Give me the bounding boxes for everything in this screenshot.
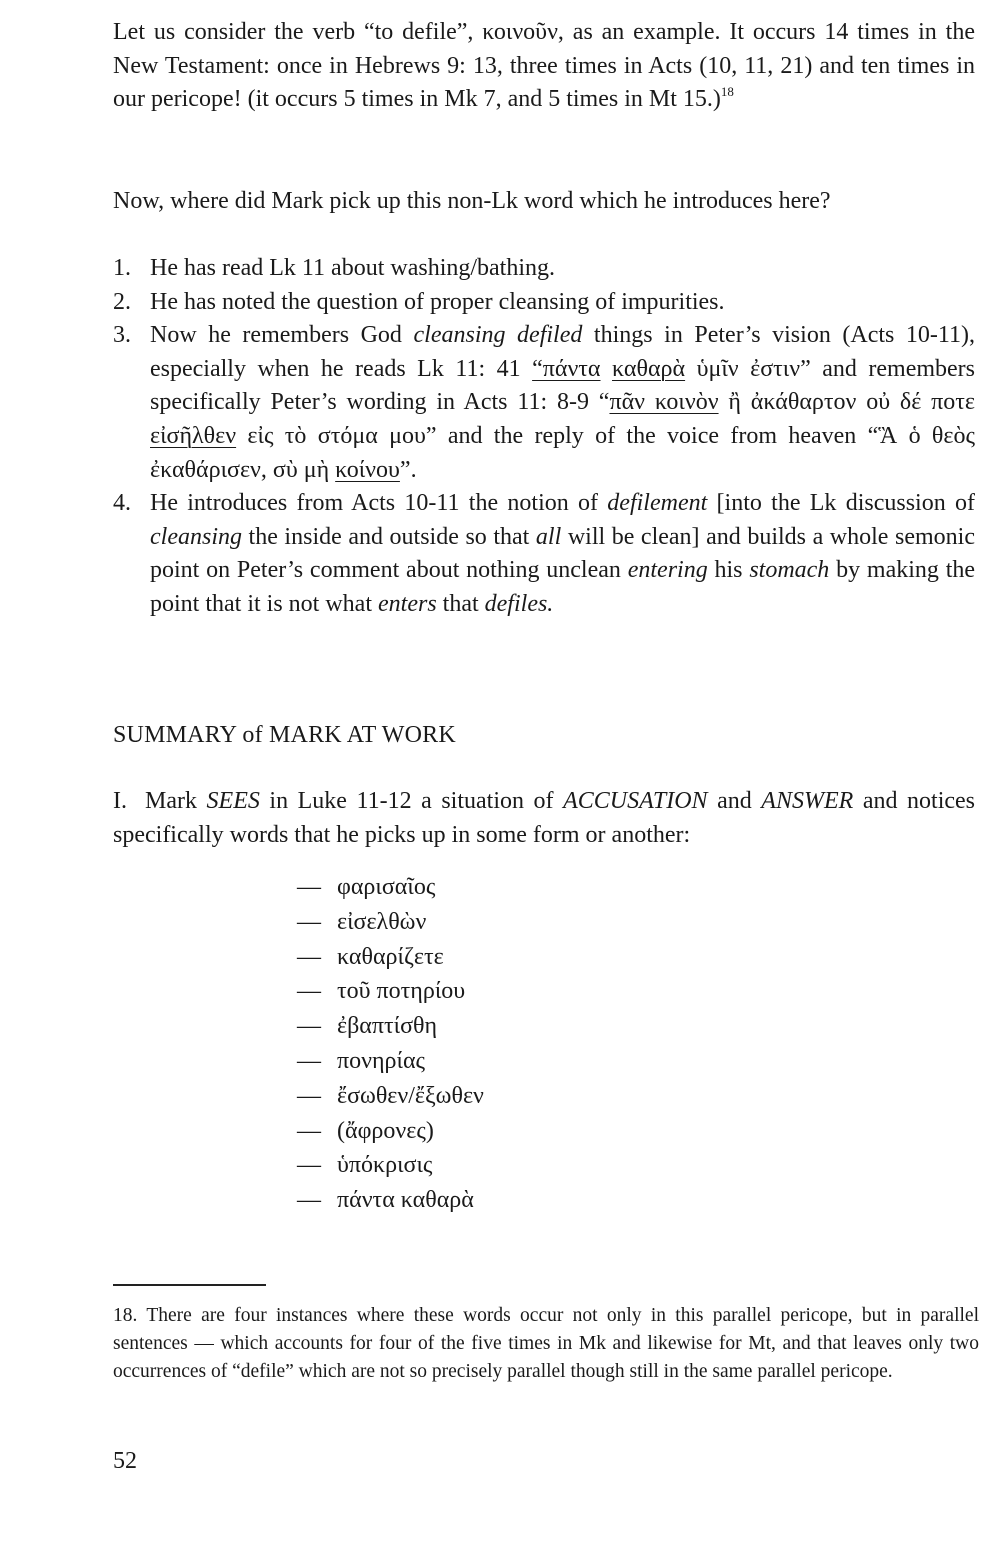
step-text: ”. xyxy=(399,456,417,483)
greek-word-item xyxy=(297,1009,484,1044)
step-item-1 xyxy=(113,252,975,286)
greek-word-item xyxy=(297,1044,484,1079)
dash: — xyxy=(297,1117,321,1144)
greek-word: (ἄφρονες) xyxy=(337,1117,434,1144)
step-text: He has noted the question of proper cleansing of impurities. xyxy=(150,288,725,315)
underlined-greek: “πάντα xyxy=(532,355,601,382)
greek-word-item xyxy=(297,870,484,905)
step-text: by making the point that it is not what xyxy=(150,557,976,617)
step-text xyxy=(601,356,613,382)
step-item-3 xyxy=(113,319,975,487)
greek-word: καθαρίζετε xyxy=(337,943,444,970)
step-item-4 xyxy=(113,487,975,621)
dash: — xyxy=(297,1082,321,1109)
emphasis: defilement xyxy=(607,490,708,517)
summary-text: Mark xyxy=(145,788,207,814)
steps-list xyxy=(113,252,975,622)
dash: — xyxy=(297,978,321,1005)
step-number: 3. xyxy=(113,322,131,349)
roman-numeral: I. xyxy=(113,788,127,814)
greek-word: πονηρίας xyxy=(337,1047,426,1074)
greek-word: ἔσωθεν/ἔξωθεν xyxy=(337,1082,484,1109)
footnote-number: 18. xyxy=(113,1305,138,1326)
greek-word-item xyxy=(297,1183,484,1218)
emphasis: SEES xyxy=(206,788,260,814)
footnote xyxy=(113,1302,979,1386)
summary-heading: SUMMARY of MARK AT WORK xyxy=(113,722,456,748)
greek-word-item xyxy=(297,1079,484,1114)
greek-word-item xyxy=(297,905,484,940)
question-paragraph: Now, where did Mark pick up this non-Lk word which he introduces here? xyxy=(113,188,831,214)
greek-word-list xyxy=(297,870,484,1218)
step-item-2 xyxy=(113,286,975,320)
footnote-reference: 18 xyxy=(720,84,734,100)
footnote-text: There are four instances where these words occur not only in this parallel pericope, but in parallel sentences — which accounts for four of the five times in Mk and likewise for Mt, and that leaves only two occurrences of “defile” which are not so precisely parallel though still in the same parallel pericope. xyxy=(113,1305,979,1382)
greek-word: πάντα καθαρὰ xyxy=(337,1187,474,1214)
step-text: He has read Lk 11 about washing/bathing. xyxy=(150,255,556,281)
greek-word: ἐβαπτίσθη xyxy=(337,1013,438,1040)
greek-word-item xyxy=(297,1148,484,1183)
dash: — xyxy=(297,1152,321,1179)
summary-point-paragraph xyxy=(113,785,975,852)
step-text: He introduces from Acts 10-11 the notion of xyxy=(150,490,608,517)
emphasis: cleansing xyxy=(150,523,242,550)
emphasis: defiles. xyxy=(484,590,554,617)
step-text: the inside and outside so that xyxy=(241,523,536,550)
emphasis: entering xyxy=(627,557,708,584)
greek-word: εἰσελθὼν xyxy=(337,908,427,935)
step-text: will be clean] and builds a whole semonic point on Peter’s comment about nothing unclean xyxy=(150,523,975,584)
greek-word: τοῦ ποτηρίου xyxy=(337,978,466,1005)
summary-text: in Luke 11-12 a situation of xyxy=(259,788,564,814)
page-number: 52 xyxy=(113,1448,137,1474)
step-text: ἢ ἀκάθαρτον οὐ δέ ποτε xyxy=(718,389,975,416)
dash: — xyxy=(297,1013,321,1040)
intro-paragraph xyxy=(113,16,975,117)
greek-word-item xyxy=(297,940,484,975)
emphasis: cleansing defiled xyxy=(413,322,583,349)
step-number: 1. xyxy=(113,255,131,281)
step-text: Now he remembers God xyxy=(150,322,414,349)
step-text: things in Peter’s vision (Acts 10-11), especially when he reads Lk 11: 41 xyxy=(150,322,976,382)
dash: — xyxy=(297,1047,321,1074)
greek-word-item xyxy=(297,1114,484,1149)
step-text: his xyxy=(707,557,750,584)
step-text: that xyxy=(436,590,485,617)
emphasis: ACCUSATION xyxy=(563,788,708,814)
dash: — xyxy=(297,874,321,900)
underlined-greek: εἰσῆλθεν xyxy=(150,422,237,449)
emphasis: stomach xyxy=(749,557,830,584)
summary-text: and xyxy=(707,788,762,814)
dash: — xyxy=(297,943,321,970)
step-number: 2. xyxy=(113,288,131,315)
emphasis: enters xyxy=(378,590,437,617)
underlined-greek: κοίνου xyxy=(335,456,400,483)
greek-word-item xyxy=(297,974,484,1009)
greek-word: φαρισαῖος xyxy=(337,874,436,900)
step-text: εἰς τὸ στόμα μου” and the reply of the voice from heaven “Ἃ ὁ θεὸς ἐκαθάρισεν, σὺ μὴ xyxy=(150,422,975,483)
emphasis: all xyxy=(535,523,562,550)
underlined-greek: καθαρὰ xyxy=(612,355,686,382)
summary-text: and notices specifically words that he picks up in some form or another: xyxy=(113,788,976,848)
step-text: [into the Lk discussion of xyxy=(707,490,975,517)
dash: — xyxy=(297,908,321,935)
intro-text: Let us consider the verb “to defile”, κοινοῦν, as an example. It occurs 14 times in the New Testament: once in Hebrews 9: 13, three times in Acts (10, 11, 21) and ten times in our pericope! (it occurs 5 times in Mk 7, and 5 times in Mt 15.) xyxy=(113,19,975,113)
dash: — xyxy=(297,1187,321,1214)
underlined-greek: πᾶν κοινὸν xyxy=(609,389,719,416)
footnote-divider xyxy=(113,1284,266,1286)
emphasis: ANSWER xyxy=(761,788,854,814)
step-text: ὑμῖν ἐστιν” and remembers specifically Peter’s wording in Acts 11: 8-9 “ xyxy=(150,355,976,416)
step-number: 4. xyxy=(113,490,131,517)
greek-word: ὑπόκρισις xyxy=(337,1152,433,1179)
